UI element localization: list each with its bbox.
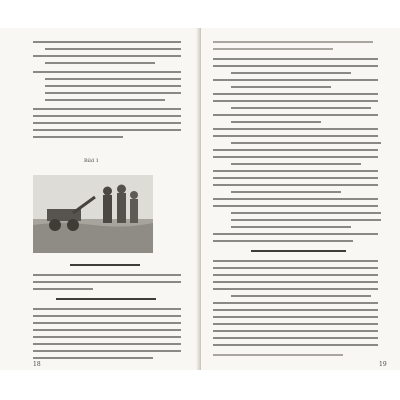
text-line (213, 309, 378, 311)
text-line (213, 233, 378, 235)
text-line (33, 288, 93, 290)
text-line (213, 135, 378, 137)
text-line (33, 115, 181, 117)
text-line (33, 281, 181, 283)
text-line (213, 316, 378, 318)
section-heading (56, 298, 156, 300)
text-line (213, 177, 378, 179)
text-line (213, 100, 378, 102)
text-line (33, 322, 181, 324)
text-line (33, 274, 181, 276)
section-heading (251, 250, 346, 252)
text-line (33, 329, 181, 331)
text-line (33, 336, 181, 338)
text-line (213, 170, 378, 172)
text-line (33, 41, 181, 43)
text-line (213, 41, 373, 43)
text-line (213, 149, 378, 151)
text-line (45, 78, 181, 80)
text-line (213, 344, 378, 346)
text-line (45, 85, 181, 87)
page-number-left: 18 (33, 361, 41, 368)
text-line (213, 205, 378, 207)
text-line (33, 136, 123, 138)
text-line (213, 79, 378, 81)
text-line (213, 260, 378, 262)
text-line (231, 191, 341, 193)
figure-label: Bild 1 (84, 158, 99, 164)
text-line (213, 128, 378, 130)
footnote-line (213, 354, 343, 356)
text-line (213, 156, 378, 158)
text-line (231, 142, 381, 144)
text-line (213, 330, 378, 332)
text-line (45, 48, 181, 50)
photograph-icon (33, 175, 153, 253)
text-line (213, 302, 378, 304)
text-line (213, 58, 378, 60)
text-line (33, 315, 181, 317)
text-line (33, 350, 181, 352)
text-line (231, 226, 351, 228)
page-number-right: 19 (379, 361, 387, 368)
text-line (45, 92, 181, 94)
text-line (231, 295, 371, 297)
text-line (213, 184, 378, 186)
text-line (213, 281, 378, 283)
text-line (213, 198, 378, 200)
book-spread (0, 28, 400, 370)
text-line (213, 274, 378, 276)
text-line (33, 357, 153, 359)
text-line (213, 93, 378, 95)
text-line (213, 48, 333, 50)
section-heading (70, 264, 140, 266)
text-line (213, 240, 353, 242)
text-line (213, 337, 378, 339)
text-line (213, 267, 378, 269)
text-line (33, 129, 181, 131)
text-line (33, 55, 181, 57)
text-line (213, 65, 378, 67)
text-line (231, 219, 381, 221)
right-page (201, 28, 400, 370)
text-line (231, 121, 321, 123)
text-line (33, 308, 181, 310)
text-line (33, 108, 181, 110)
text-line (231, 107, 371, 109)
text-line (33, 343, 181, 345)
text-line (231, 72, 351, 74)
text-line (231, 163, 361, 165)
text-line (33, 71, 181, 73)
text-line (213, 323, 378, 325)
text-line (33, 122, 181, 124)
text-line (213, 288, 378, 290)
text-line (213, 114, 378, 116)
text-line (45, 62, 155, 64)
text-line (231, 212, 381, 214)
left-page (0, 28, 200, 370)
text-line (45, 99, 165, 101)
text-line (231, 86, 331, 88)
